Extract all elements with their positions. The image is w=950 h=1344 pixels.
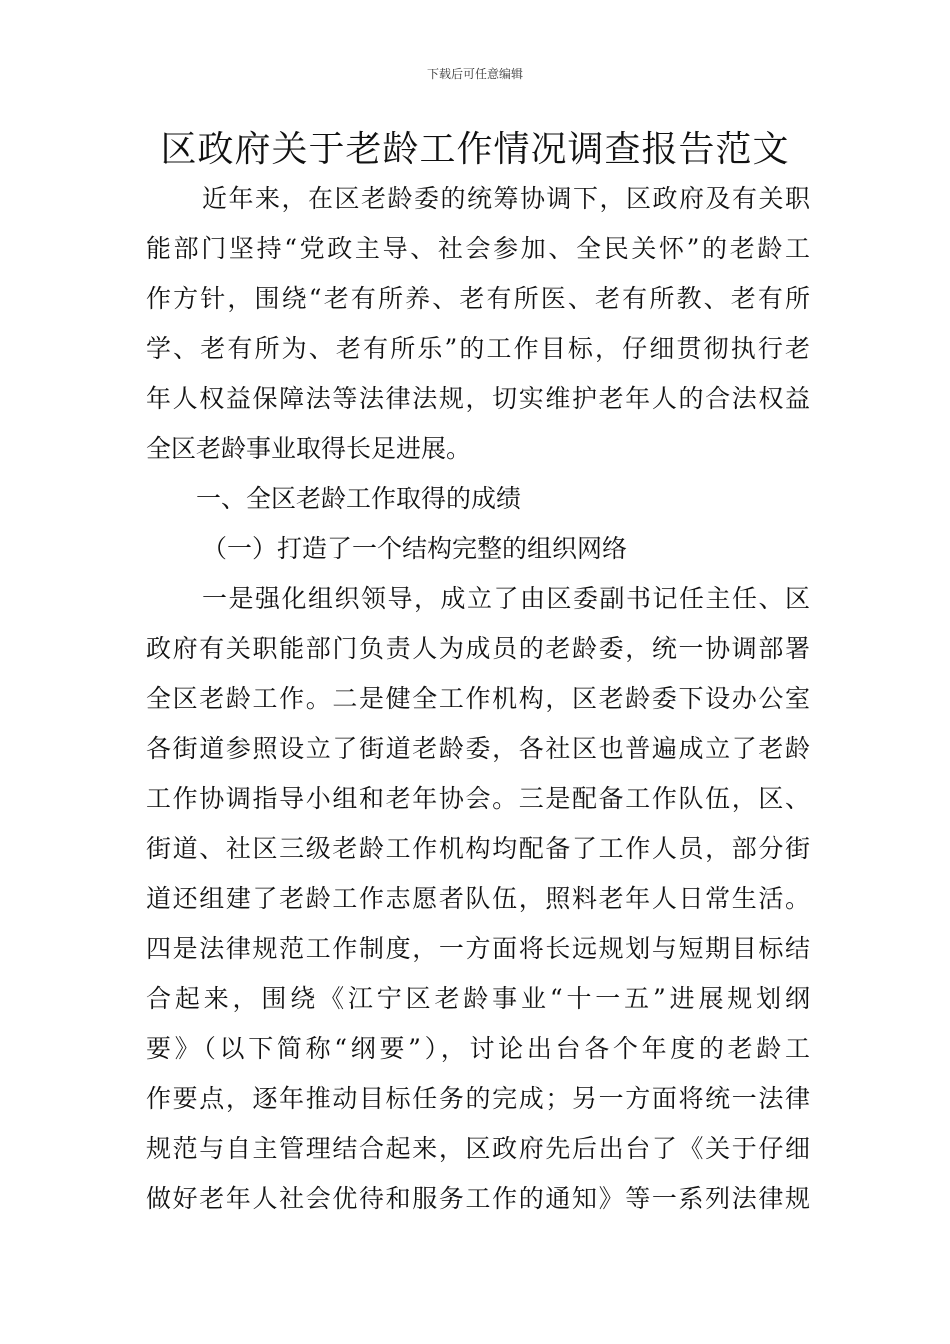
body-line: 年人权益保障法等法律法规，切实维护老年人的合法权益 (146, 384, 810, 413)
body-line: 一是强化组织领导，成立了由区委副书记任主任、区 (202, 584, 810, 613)
body-line: 规范与自主管理结合起来，区政府先后出台了《关于仔细 (146, 1134, 810, 1163)
subsection-heading: （一）打造了一个结构完整的组织网络 (202, 534, 628, 563)
body-line: 工作协调指导小组和老年协会。三是配备工作队伍，区、 (146, 784, 810, 813)
document-title: 区政府关于老龄工作情况调查报告范文 (160, 129, 790, 170)
body-line: 能部门坚持“党政主导、社会参加、全民关怀”的老龄工 (146, 234, 810, 263)
body-line: 学、老有所为、老有所乐”的工作目标，仔细贯彻执行老 (146, 334, 810, 363)
body-line: 政府有关职能部门负责人为成员的老龄委，统一协调部署 (146, 634, 810, 663)
body-line: 道还组建了老龄工作志愿者队伍，照料老年人日常生活。 (146, 884, 810, 913)
body-line: 近年来，在区老龄委的统筹协调下，区政府及有关职 (202, 184, 810, 213)
header-note: 下载后可任意编辑 (426, 67, 523, 81)
body-line: 要》（以下简称“纲要”），讨论出台各个年度的老龄工 (146, 1034, 810, 1063)
body-line: 做好老年人社会优待和服务工作的通知》等一系列法律规 (146, 1184, 810, 1213)
body-line: 合起来，围绕《江宁区老龄事业“十一五”进展规划纲 (146, 984, 810, 1013)
body-line: 各街道参照设立了街道老龄委，各社区也普遍成立了老龄 (146, 734, 810, 763)
body-line: 全区老龄工作。二是健全工作机构，区老龄委下设办公室 (146, 684, 810, 713)
body-line: 作方针，围绕“老有所养、老有所医、老有所教、老有所 (146, 284, 810, 313)
body-line: 全区老龄事业取得长足进展。 (146, 434, 472, 463)
document-body (146, 174, 810, 1224)
body-line: 街道、社区三级老龄工作机构均配备了工作人员，部分街 (146, 834, 810, 863)
body-line: 作要点，逐年推动目标任务的完成；另一方面将统一法律 (146, 1084, 810, 1113)
section-heading: 一、全区老龄工作取得的成绩 (196, 484, 522, 513)
body-line: 四是法律规范工作制度，一方面将长远规划与短期目标结 (146, 934, 810, 963)
